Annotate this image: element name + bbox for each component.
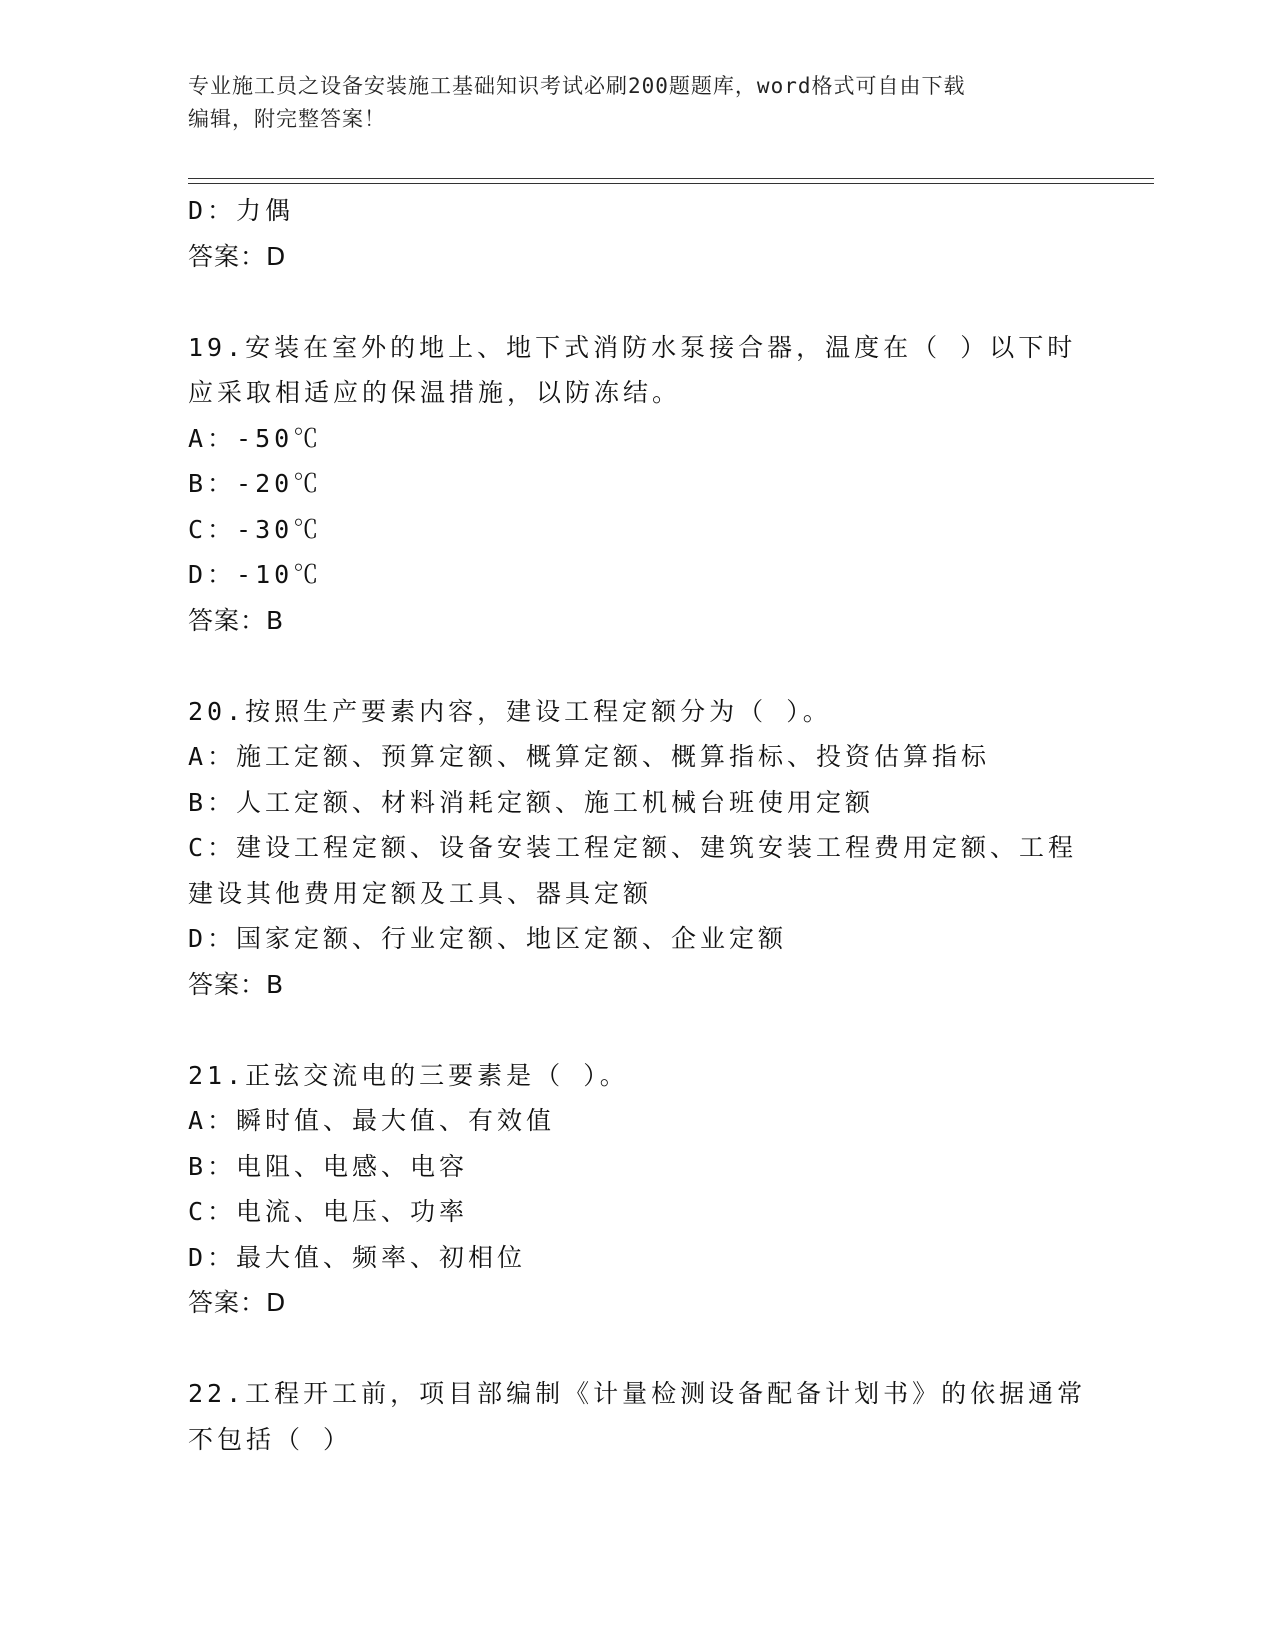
question-21-option-c: C：电流、电压、功率 — [188, 1197, 469, 1226]
question-21-option-d: D：最大值、频率、初相位 — [188, 1242, 527, 1272]
header-title-line-1: 专业施工员之设备安装施工基础知识考试必刷200题题库，word格式可自由下载 — [188, 74, 966, 98]
question-21-stem: 21.正弦交流电的三要素是（ ）。 — [188, 1060, 629, 1090]
question-20-option-b: B：人工定额、材料消耗定额、施工机械台班使用定额 — [188, 787, 875, 817]
question-20-option-a: A：施工定额、预算定额、概算定额、概算指标、投资估算指标 — [188, 742, 991, 771]
question-22-stem-line-1: 22.工程开工前，项目部编制《计量检测设备配备计划书》的依据通常 — [188, 1379, 1087, 1408]
spacer — [188, 1007, 1088, 1053]
question-19-answer: 答案：B — [188, 605, 285, 635]
question-19-stem-line-1: 19.安装在室外的地上、地下式消防水泵接合器，温度在（ ）以下时 — [188, 332, 1077, 362]
question-19-option-a: A：-50℃ — [188, 423, 323, 453]
question-20-option-d: D：国家定额、行业定额、地区定额、企业定额 — [188, 924, 788, 953]
question-21-option-a: A：瞬时值、最大值、有效值 — [188, 1106, 556, 1135]
question-19-option-d: D：-10℃ — [188, 560, 323, 589]
document-header — [188, 70, 1088, 136]
question-19-stem-line-2: 应采取相适应的保温措施，以防冻结。 — [188, 378, 682, 407]
question-19-option-c: C：-30℃ — [188, 514, 323, 544]
header-divider-bottom — [188, 183, 1154, 184]
question-21-option-b: B：电阻、电感、电容 — [188, 1151, 469, 1181]
prev-answer: 答案：D — [188, 241, 287, 271]
spacer — [188, 643, 1088, 689]
question-20-answer: 答案：B — [188, 969, 285, 999]
question-content — [188, 188, 1088, 1462]
question-20-option-c-line-2: 建设其他费用定额及工具、器具定额 — [188, 878, 653, 908]
header-title-line-2: 编辑，附完整答案！ — [188, 107, 386, 131]
spacer — [188, 1326, 1088, 1372]
question-22-stem-line-2: 不包括（ ） — [188, 1424, 353, 1454]
question-20-option-c-line-1: C：建设工程定额、设备安装工程定额、建筑安装工程费用定额、工程 — [188, 833, 1078, 862]
header-divider-top — [188, 178, 1154, 179]
spacer — [188, 279, 1088, 325]
question-21-answer: 答案：D — [188, 1288, 287, 1317]
question-20-stem: 20.按照生产要素内容，建设工程定额分为（ ）。 — [188, 696, 832, 726]
question-19-option-b: B：-20℃ — [188, 469, 323, 498]
prev-option-d: D：力偶 — [188, 196, 295, 225]
